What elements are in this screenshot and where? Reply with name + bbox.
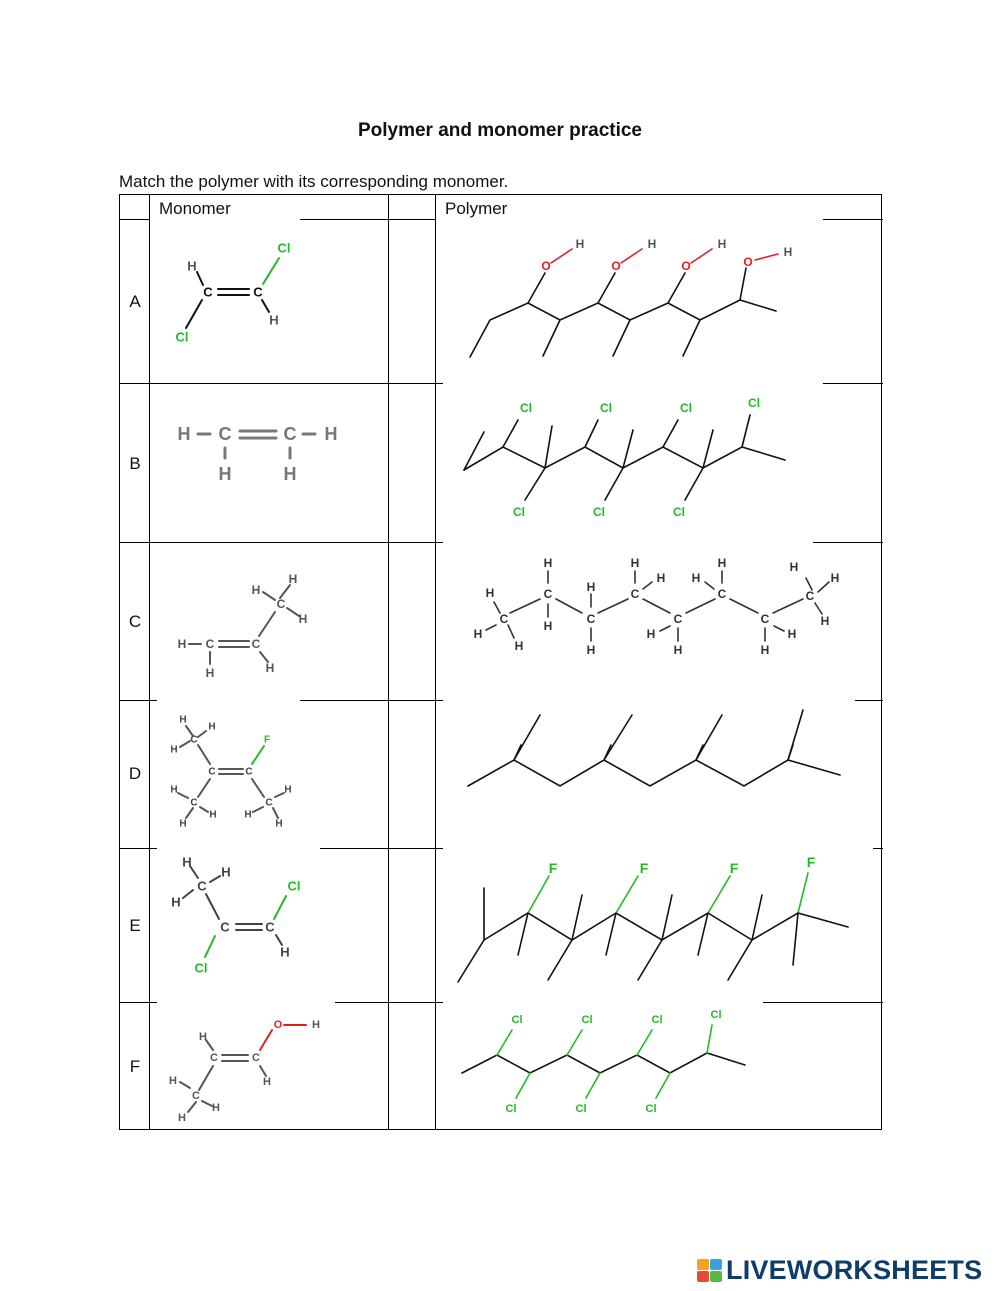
atom-o: O xyxy=(743,255,753,269)
atom-h: H xyxy=(179,714,187,726)
row-label-f: F xyxy=(129,1057,141,1076)
atom-o: O xyxy=(681,259,691,273)
atom-h: H xyxy=(205,666,215,680)
atom-h: H xyxy=(760,643,770,657)
atom-h: H xyxy=(543,556,553,570)
atom-h: H xyxy=(717,556,727,570)
brand-text: LIVEWORKSHEETS xyxy=(726,1254,983,1285)
atom-c: C xyxy=(197,878,207,894)
atom-cl: Cl xyxy=(511,1014,523,1026)
atom-h: H xyxy=(275,818,283,830)
atom-h: H xyxy=(514,639,524,653)
atom-c: C xyxy=(210,1052,218,1064)
atom-h: H xyxy=(182,854,192,870)
atom-h: H xyxy=(170,784,178,796)
atom-cl: Cl xyxy=(710,1009,722,1021)
atom-c: C xyxy=(499,612,509,626)
atom-cl: Cl xyxy=(673,505,685,519)
atom-h: H xyxy=(280,944,290,960)
atom-h: H xyxy=(630,556,640,570)
atom-h: H xyxy=(673,643,683,657)
atom-cl: Cl xyxy=(748,396,760,410)
atom-h: H xyxy=(265,661,275,675)
atom-h: H xyxy=(646,627,656,641)
atom-h: H xyxy=(263,1076,271,1088)
atom-f: F xyxy=(806,854,816,870)
atom-h: H xyxy=(312,1019,320,1031)
page-title: Polymer and monomer practice xyxy=(357,120,643,141)
atom-h: H xyxy=(177,424,191,444)
atom-c: C xyxy=(760,612,770,626)
atom-h: H xyxy=(288,572,298,586)
atom-h: H xyxy=(656,571,666,585)
atom-h: H xyxy=(691,571,701,585)
atom-cl: Cl xyxy=(600,401,612,415)
atom-h: H xyxy=(586,580,596,594)
atom-h: H xyxy=(251,583,261,597)
atom-h: H xyxy=(179,818,187,830)
atom-h: H xyxy=(171,894,181,910)
matching-table xyxy=(119,194,882,1130)
atom-cl: Cl xyxy=(287,878,301,894)
atom-c: C xyxy=(717,587,727,601)
atom-h: H xyxy=(209,809,217,821)
atom-c: C xyxy=(265,919,275,935)
atom-c: C xyxy=(208,766,216,778)
row-label-a: A xyxy=(129,292,141,311)
atom-cl: Cl xyxy=(175,329,189,345)
atom-c: C xyxy=(190,734,198,746)
atom-h: H xyxy=(575,237,585,251)
col-divider xyxy=(388,195,389,1129)
row-label-b: B xyxy=(129,454,141,473)
col-divider xyxy=(149,195,150,1129)
atom-h: H xyxy=(221,864,231,880)
atom-cl: Cl xyxy=(520,401,532,415)
atom-c: C xyxy=(220,919,230,935)
atom-cl: Cl xyxy=(575,1103,587,1115)
liveworksheets-logo-icon xyxy=(697,1259,722,1282)
atom-c: C xyxy=(253,284,263,300)
atom-h: H xyxy=(218,464,232,484)
atom-c: C xyxy=(192,1090,200,1102)
atom-h: H xyxy=(169,1075,177,1087)
atom-h: H xyxy=(543,619,553,633)
atom-h: H xyxy=(283,464,297,484)
atom-c: C xyxy=(205,637,215,651)
atom-c: C xyxy=(673,612,683,626)
atom-h: H xyxy=(178,1112,186,1124)
atom-c: C xyxy=(283,424,297,444)
atom-h: H xyxy=(473,627,483,641)
atom-cl: Cl xyxy=(194,960,208,976)
header-monomer: Monomer xyxy=(159,199,231,218)
atom-h: H xyxy=(298,612,308,626)
atom-c: C xyxy=(265,797,273,809)
atom-h: H xyxy=(830,571,840,585)
atom-c: C xyxy=(252,1052,260,1064)
atom-h: H xyxy=(170,744,178,756)
instructions: Match the polymer with its corresponding monomer. xyxy=(119,172,509,191)
atom-h: H xyxy=(820,614,830,628)
atom-h: H xyxy=(212,1102,220,1114)
row-label-d: D xyxy=(128,764,142,783)
atom-h: H xyxy=(199,1031,207,1043)
atom-c: C xyxy=(276,597,286,611)
atom-f: F xyxy=(729,860,739,876)
atom-f: F xyxy=(548,860,558,876)
atom-cl: Cl xyxy=(505,1103,517,1115)
atom-cl: Cl xyxy=(651,1014,663,1026)
atom-c: C xyxy=(586,612,596,626)
atom-h: H xyxy=(284,784,292,796)
atom-cl: Cl xyxy=(581,1014,593,1026)
atom-h: H xyxy=(324,424,338,444)
atom-h: H xyxy=(783,245,793,259)
atom-o: O xyxy=(541,259,551,273)
liveworksheets-brand[interactable] xyxy=(697,1253,982,1287)
atom-o: O xyxy=(273,1019,283,1031)
atom-c: C xyxy=(805,589,815,603)
atom-c: C xyxy=(543,587,553,601)
atom-h: H xyxy=(187,258,197,274)
atom-h: H xyxy=(717,237,727,251)
atom-h: H xyxy=(177,637,187,651)
atom-h: H xyxy=(586,643,596,657)
atom-cl: Cl xyxy=(513,505,525,519)
atom-f: F xyxy=(639,860,649,876)
atom-c: C xyxy=(245,766,253,778)
atom-h: H xyxy=(269,312,279,328)
row-label-c: C xyxy=(128,612,142,631)
atom-o: O xyxy=(611,259,621,273)
atom-c: C xyxy=(203,284,213,300)
atom-cl: Cl xyxy=(593,505,605,519)
atom-c: C xyxy=(251,637,261,651)
atom-f: F xyxy=(263,734,271,746)
atom-cl: Cl xyxy=(645,1103,657,1115)
col-divider xyxy=(435,195,436,1129)
atom-cl: Cl xyxy=(277,240,291,256)
atom-h: H xyxy=(208,721,216,733)
atom-c: C xyxy=(218,424,232,444)
atom-h: H xyxy=(647,237,657,251)
atom-cl: Cl xyxy=(680,401,692,415)
atom-h: H xyxy=(244,809,252,821)
atom-h: H xyxy=(789,560,799,574)
header-polymer: Polymer xyxy=(445,199,508,218)
atom-h: H xyxy=(787,627,797,641)
atom-c: C xyxy=(630,587,640,601)
atom-h: H xyxy=(485,586,495,600)
row-label-e: E xyxy=(129,916,141,935)
atom-c: C xyxy=(190,797,198,809)
